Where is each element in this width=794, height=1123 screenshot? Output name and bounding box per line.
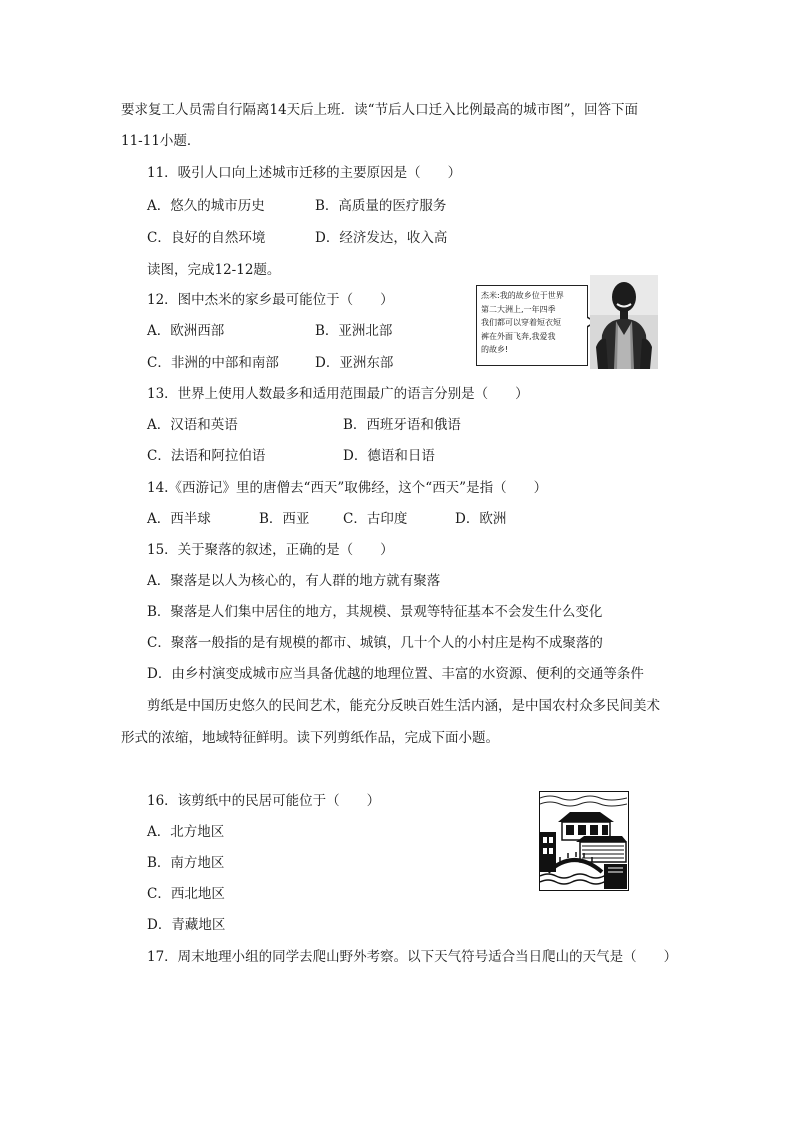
q15-option-c: C．聚落一般指的是有规模的都市、城镇，几十个人的小村庄是构不成聚落的	[147, 635, 603, 651]
q13-stem: 13．世界上使用人数最多和适用范围最广的语言分别是（ ）	[147, 386, 529, 402]
papercut-intro-line-1: 剪纸是中国历史悠久的民间艺术，能充分反映百姓生活内涵，是中国农村众多民间美术	[147, 698, 660, 714]
speech-line-2: 第二大洲上,一年四季	[481, 304, 556, 314]
q15-stem: 15．关于聚落的叙述，正确的是（ ）	[147, 542, 394, 558]
q11-option-b: B．高质量的医疗服务	[315, 198, 447, 214]
q16-option-b: B．南方地区	[147, 855, 225, 871]
q12-option-c: C．非洲的中部和南部	[147, 355, 279, 371]
read-instruction-12: 读图，完成12-12题。	[147, 262, 281, 278]
speech-line-5: 的故乡!	[481, 345, 509, 354]
q13-option-d: D．德语和日语	[343, 448, 435, 464]
q14-option-c: C．古印度	[343, 511, 408, 527]
papercut-image	[539, 791, 629, 891]
speech-line-1: 杰米:我的故乡位于世界	[481, 291, 564, 300]
q16-option-a: A．北方地区	[147, 824, 225, 840]
q15-option-b: B．聚落是人们集中居住的地方，其规模、景观等特征基本不会发生什么变化	[147, 604, 603, 620]
q14-option-b: B．西亚	[259, 511, 310, 527]
q16-stem: 16．该剪纸中的民居可能位于（ ）	[147, 793, 381, 809]
q14-option-a: A．西半球	[147, 511, 211, 527]
q15-option-a: A．聚落是以人为核心的，有人群的地方就有聚落	[147, 573, 441, 589]
q13-option-a: A．汉语和英语	[147, 417, 238, 433]
speech-line-4: 裤在外面飞奔,我爱我	[481, 331, 556, 341]
q14-stem: 14.《西游记》里的唐僧去“西天”取佛经，这个“西天”是指（ ）	[147, 480, 548, 496]
q12-option-b: B．亚洲北部	[315, 323, 393, 339]
q12-option-d: D．亚洲东部	[315, 355, 394, 371]
q12-stem: 12．图中杰米的家乡最可能位于（ ）	[147, 292, 394, 308]
papercut-intro-line-2: 形式的浓缩，地域特征鲜明。读下列剪纸作品，完成下面小题。	[121, 730, 499, 746]
q11-option-c: C．良好的自然环境	[147, 230, 266, 246]
speech-line-3: 我们都可以穿着短衣短	[481, 318, 561, 327]
intro-line-1: 要求复工人员需自行隔离14天后上班．读“节后人口迁入比例最高的城市图”，回答下面	[121, 102, 638, 118]
papercut-art	[540, 792, 627, 889]
q14-option-d: D．欧洲	[455, 511, 507, 527]
q11-option-a: A．悠久的城市历史	[147, 198, 265, 214]
q13-option-c: C．法语和阿拉伯语	[147, 448, 266, 464]
speech-bubble	[476, 285, 588, 366]
intro-line-2: 11-11小题．	[121, 133, 201, 149]
q11-stem: 11．吸引人口向上述城市迁移的主要原因是（ ）	[147, 165, 462, 181]
q13-option-b: B．西班牙语和俄语	[343, 417, 461, 433]
q16-option-d: D．青藏地区	[147, 917, 226, 933]
q16-option-c: C．西北地区	[147, 886, 225, 902]
q15-option-d: D．由乡村演变成城市应当具备优越的地理位置、丰富的水资源、便利的交通等条件	[147, 666, 644, 682]
q12-option-a: A．欧洲西部	[147, 323, 225, 339]
jamie-photo	[590, 275, 658, 369]
q11-option-d: D．经济发达，收入高	[315, 230, 448, 246]
q17-stem: 17．周末地理小组的同学去爬山野外考察。以下天气符号适合当日爬山的天气是（ ）	[147, 949, 678, 965]
